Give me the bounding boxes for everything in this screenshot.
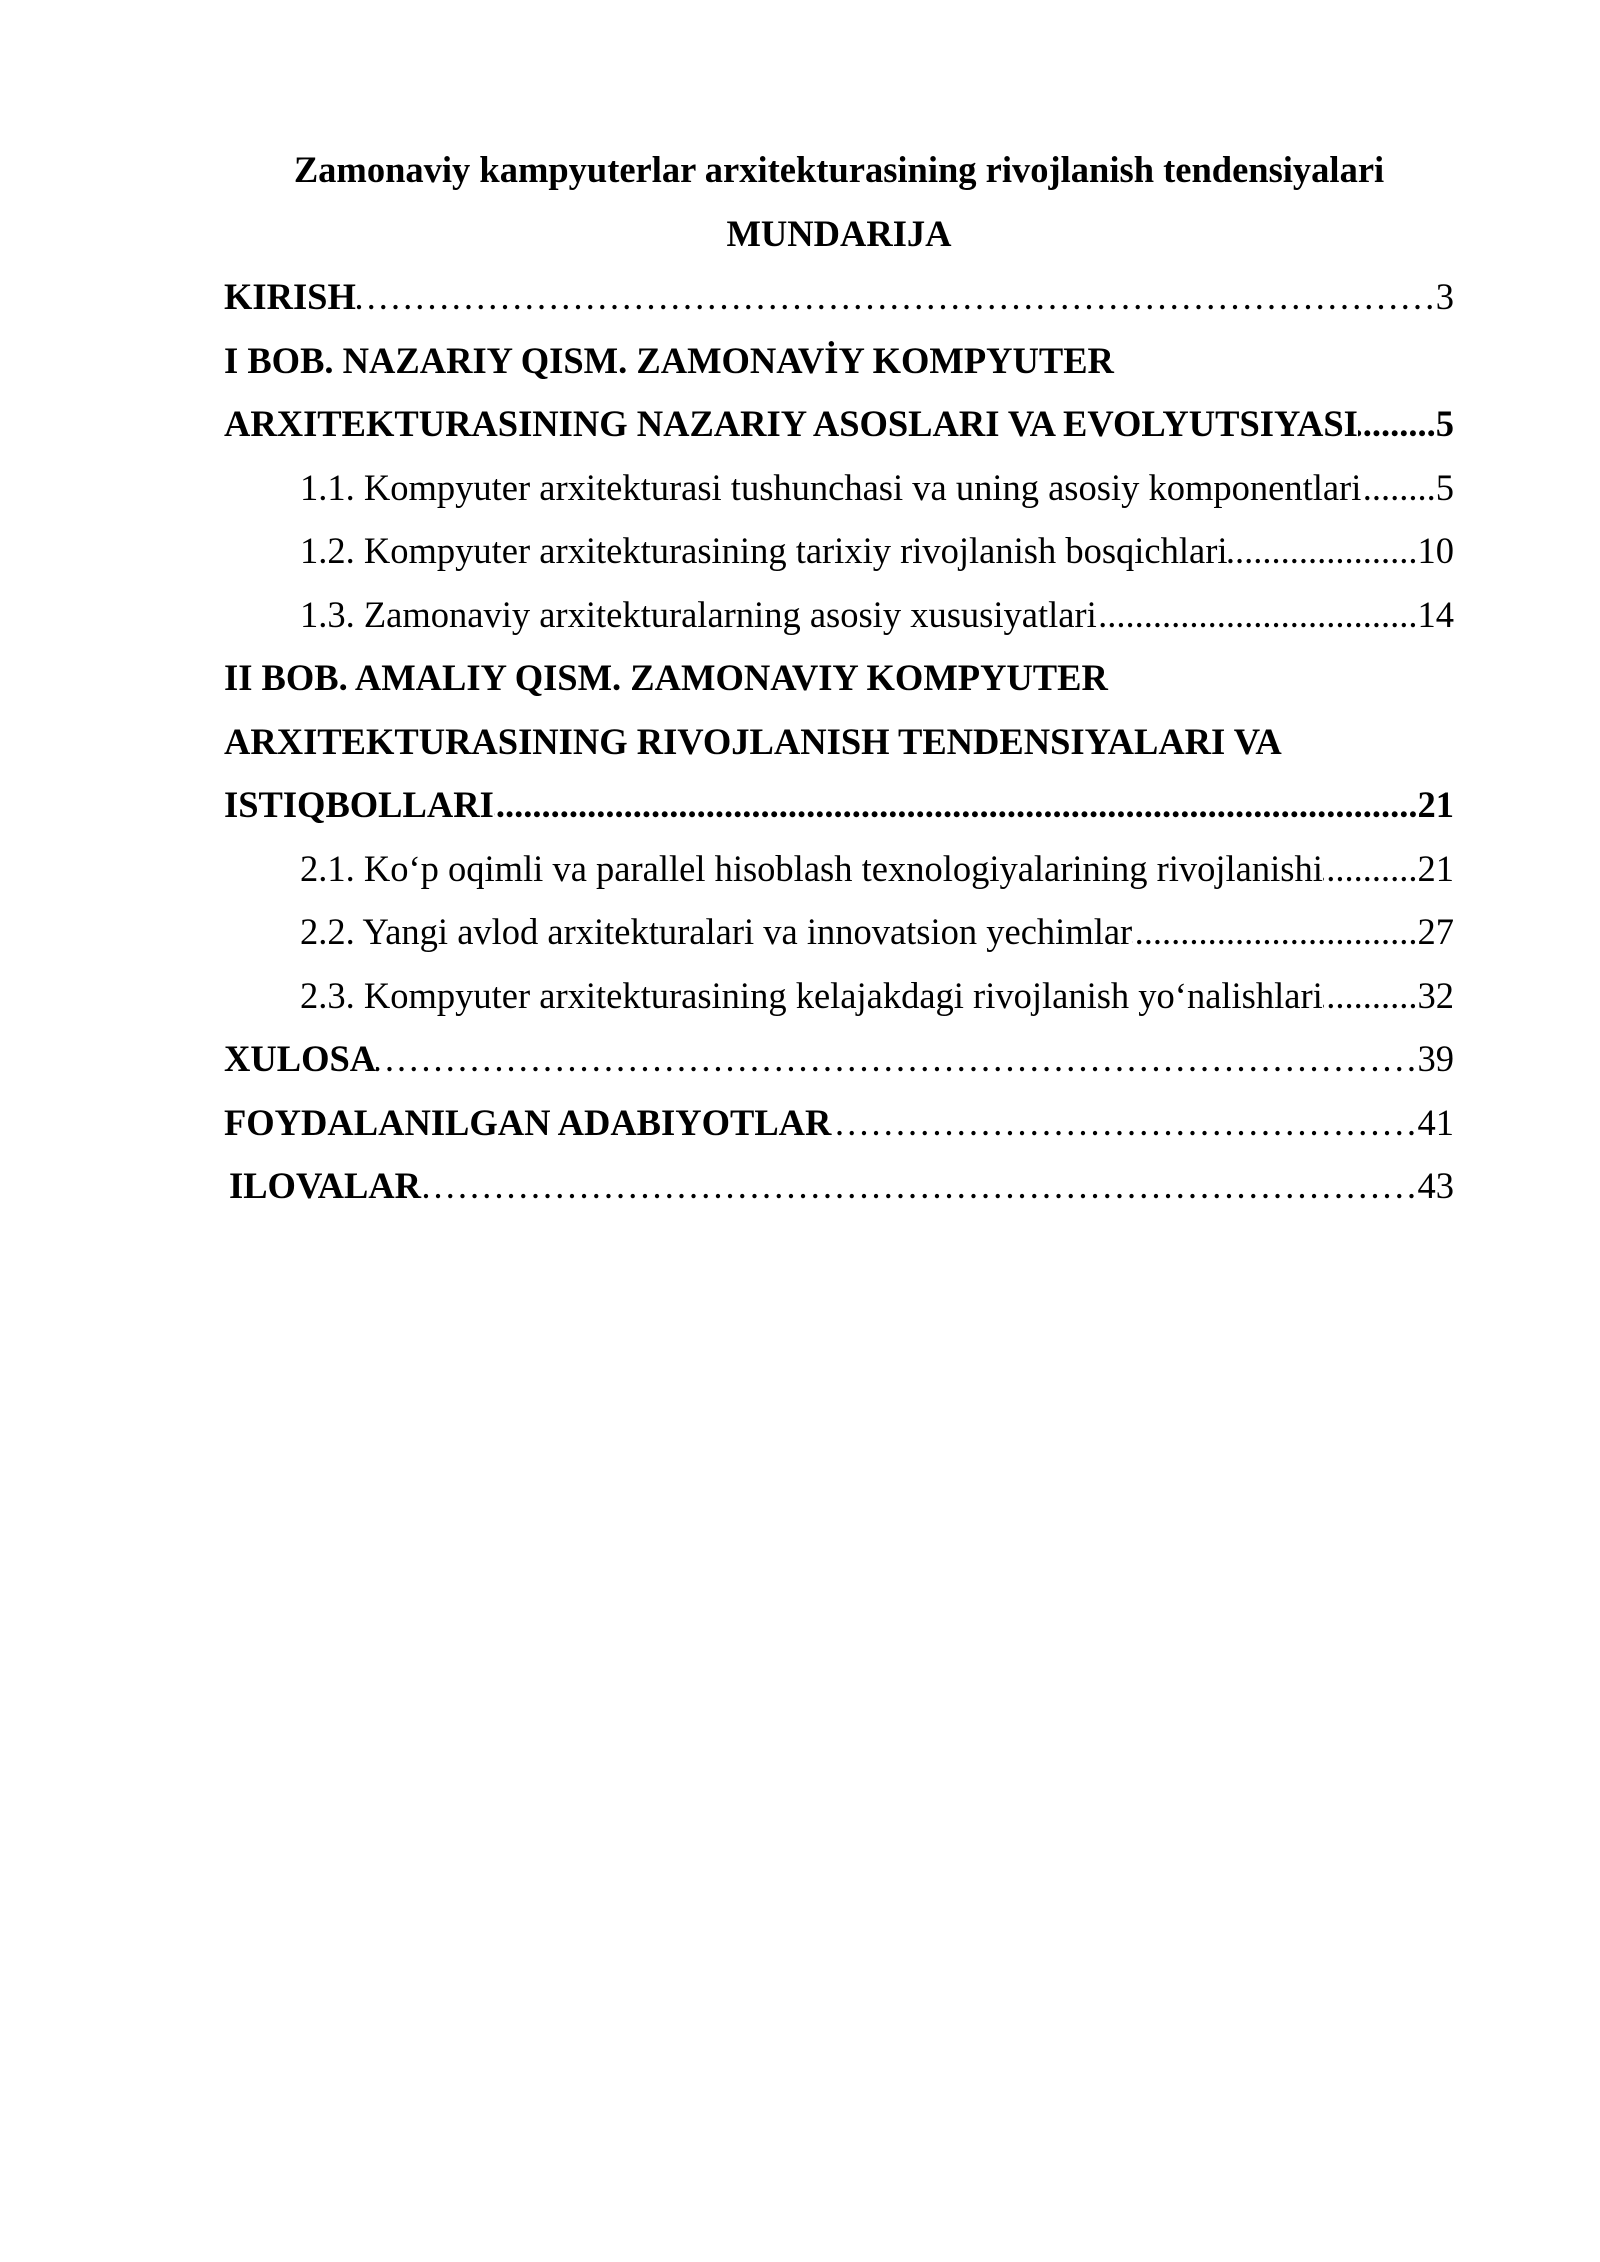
toc-chapter2-line1	[224, 646, 1454, 710]
toc-entry-label: FOYDALANILGAN ADABIYOTLAR	[224, 1101, 832, 1143]
document-title: Zamonaviy kampyuterlar arxitekturasining rivojlanish tendensiyalari	[293, 149, 1385, 190]
toc-page-number: 5	[1435, 466, 1454, 508]
toc-entry-label: KIRISH	[224, 276, 356, 317]
toc-entry-intro	[224, 265, 1454, 329]
toc-section-1-1	[224, 456, 1454, 520]
toc-heading: MUNDARIJA	[726, 212, 952, 254]
toc-page-number: 14	[1417, 593, 1454, 635]
toc-entry-references	[224, 1091, 1454, 1155]
toc-entry-label: ILOVALAR	[229, 1165, 422, 1206]
toc-chapter-title: I BOB. NAZARIY QISM. ZAMONAVİY KOMPYUTER	[224, 339, 1114, 381]
dot-leader	[1361, 456, 1435, 520]
dot-leader	[1358, 392, 1436, 456]
toc-page-number: 21	[1417, 847, 1454, 889]
toc-chapter-title: II BOB. AMALIY QISM. ZAMONAVIY KOMPYUTER	[224, 657, 1108, 698]
toc-chapter1-line1	[224, 329, 1454, 393]
toc-entry-appendices	[224, 1154, 1454, 1218]
dot-leader	[1323, 837, 1418, 901]
toc-page-number: 5	[1435, 403, 1454, 444]
toc-section-1-3	[224, 583, 1454, 647]
dot-leader	[421, 1154, 1417, 1218]
toc-page-number: 43	[1417, 1165, 1454, 1206]
toc-page-number: 21	[1417, 784, 1454, 825]
toc-chapter1-line2	[224, 392, 1454, 456]
dot-leader	[494, 773, 1418, 837]
dot-leader	[1323, 964, 1418, 1028]
table-of-contents	[224, 138, 1454, 1218]
dot-leader	[1097, 583, 1418, 647]
toc-page-number: 39	[1417, 1038, 1454, 1079]
toc-section-label: 2.3. Kompyuter arxitekturasining kelajakdagi rivojlanish yo‘nalishlari	[300, 974, 1323, 1016]
toc-section-label: 1.3. Zamonaviy arxitekturalarning asosiy xususiyatlari	[300, 593, 1097, 635]
toc-section-1-2	[224, 519, 1454, 583]
toc-page-number: 41	[1417, 1101, 1454, 1143]
toc-page-number: 10	[1417, 530, 1454, 571]
toc-chapter-title: ISTIQBOLLARI	[224, 784, 494, 825]
toc-section-2-2	[224, 900, 1454, 964]
toc-section-2-3	[224, 964, 1454, 1028]
dot-leader	[1228, 519, 1418, 583]
toc-chapter-title: ARXITEKTURASINING NAZARIY ASOSLARI VA EVOLYUTSIYASI	[224, 403, 1358, 444]
toc-section-label: 2.1. Ko‘p oqimli va parallel hisoblash texnologiyalarining rivojlanishi	[300, 847, 1323, 889]
toc-page-number: 32	[1417, 974, 1454, 1016]
dot-leader	[831, 1091, 1417, 1155]
toc-chapter2-line3	[224, 773, 1454, 837]
dot-leader	[376, 1027, 1417, 1091]
toc-section-2-1	[224, 837, 1454, 901]
toc-entry-conclusion	[224, 1027, 1454, 1091]
toc-section-label: 1.1. Kompyuter arxitekturasi tushunchasi va uning asosiy komponentlari	[300, 466, 1362, 508]
dot-leader	[1132, 900, 1417, 964]
toc-chapter-title: ARXITEKTURASINING RIVOJLANISH TENDENSIYALARI VA	[224, 720, 1282, 762]
toc-chapter2-line2	[224, 710, 1454, 774]
dot-leader	[356, 265, 1436, 329]
toc-page-number: 3	[1435, 276, 1454, 317]
toc-section-label: 1.2. Kompyuter arxitekturasining tarixiy rivojlanish bosqichlari	[300, 530, 1228, 571]
toc-page-number: 27	[1417, 911, 1454, 952]
toc-entry-label: XULOSA	[224, 1038, 377, 1079]
toc-section-label: 2.2. Yangi avlod arxitekturalari va innovatsion yechimlar	[300, 911, 1133, 952]
